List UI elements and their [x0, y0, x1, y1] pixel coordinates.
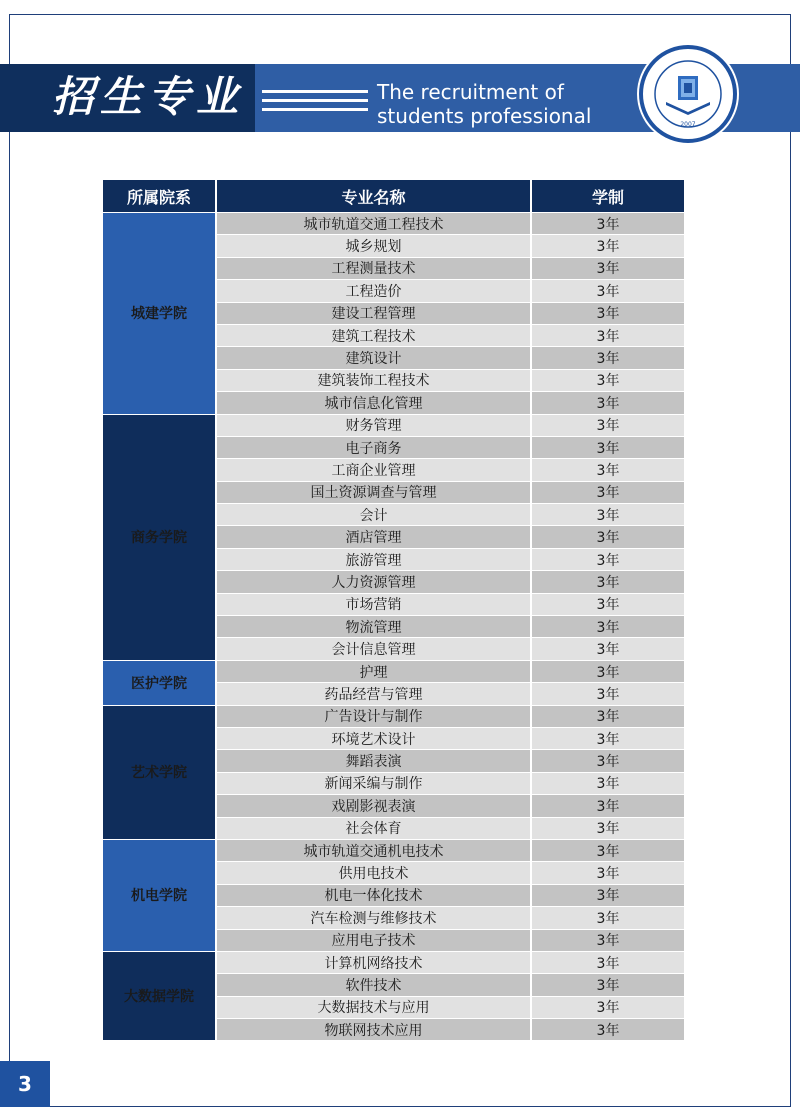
dept-cell: 机电学院: [103, 840, 215, 951]
page-title-en: [377, 80, 591, 128]
major-name-cell: 城乡规划: [217, 235, 530, 256]
major-name-cell: 广告设计与制作: [217, 706, 530, 727]
major-years-cell: 3年: [532, 325, 684, 346]
major-years-cell: 3年: [532, 258, 684, 279]
major-years-cell: 3年: [532, 392, 684, 413]
page-title-cn: 招生专业: [52, 72, 245, 121]
page-number: 3: [0, 1061, 50, 1107]
major-name-cell: 社会体育: [217, 818, 530, 839]
major-years-cell: 3年: [532, 795, 684, 816]
major-name-cell: 建筑工程技术: [217, 325, 530, 346]
major-name-cell: 工程造价: [217, 280, 530, 301]
title-en-line2: students professional: [377, 104, 592, 128]
major-years-cell: 3年: [532, 482, 684, 503]
major-years-cell: 3年: [532, 728, 684, 749]
major-name-cell: 市场营销: [217, 594, 530, 615]
major-name-cell: 新闻采编与制作: [217, 773, 530, 794]
major-name-cell: 会计: [217, 504, 530, 525]
dept-cell: 大数据学院: [103, 952, 215, 1041]
major-years-cell: 3年: [532, 930, 684, 951]
major-name-cell: 酒店管理: [217, 526, 530, 547]
major-years-cell: 3年: [532, 280, 684, 301]
major-name-cell: 计算机网络技术: [217, 952, 530, 973]
major-name-cell: 建筑装饰工程技术: [217, 370, 530, 391]
major-name-cell: 汽车检测与维修技术: [217, 907, 530, 928]
major-years-cell: 3年: [532, 997, 684, 1018]
college-logo: [636, 42, 740, 146]
major-name-cell: 舞蹈表演: [217, 750, 530, 771]
major-years-cell: 3年: [532, 370, 684, 391]
major-name-cell: 大数据技术与应用: [217, 997, 530, 1018]
major-years-cell: 3年: [532, 952, 684, 973]
major-name-cell: 物流管理: [217, 616, 530, 637]
major-years-cell: 3年: [532, 437, 684, 458]
major-years-cell: 3年: [532, 638, 684, 659]
major-years-cell: 3年: [532, 750, 684, 771]
major-name-cell: 机电一体化技术: [217, 885, 530, 906]
major-name-cell: 建筑设计: [217, 347, 530, 368]
major-years-cell: 3年: [532, 683, 684, 704]
table-row: [103, 840, 684, 861]
major-years-cell: 3年: [532, 571, 684, 592]
major-name-cell: 旅游管理: [217, 549, 530, 570]
major-name-cell: 建设工程管理: [217, 303, 530, 324]
table-row: [103, 213, 684, 234]
major-years-cell: 3年: [532, 504, 684, 525]
major-years-cell: 3年: [532, 974, 684, 995]
major-name-cell: 供用电技术: [217, 862, 530, 883]
major-years-cell: 3年: [532, 773, 684, 794]
major-years-cell: 3年: [532, 840, 684, 861]
major-name-cell: 物联网技术应用: [217, 1019, 530, 1040]
major-years-cell: 3年: [532, 706, 684, 727]
major-years-cell: 3年: [532, 661, 684, 682]
dept-cell: 城建学院: [103, 213, 215, 414]
title-en-line1: The recruitment of: [377, 80, 564, 104]
major-name-cell: 会计信息管理: [217, 638, 530, 659]
major-name-cell: 城市轨道交通机电技术: [217, 840, 530, 861]
major-years-cell: 3年: [532, 235, 684, 256]
major-name-cell: 人力资源管理: [217, 571, 530, 592]
major-name-cell: 药品经营与管理: [217, 683, 530, 704]
dept-cell: 商务学院: [103, 415, 215, 660]
dept-cell: 艺术学院: [103, 706, 215, 839]
majors-table: [101, 179, 686, 1041]
major-name-cell: 工商企业管理: [217, 459, 530, 480]
table-header-row: [103, 180, 684, 212]
major-years-cell: 3年: [532, 1019, 684, 1040]
major-years-cell: 3年: [532, 347, 684, 368]
major-years-cell: 3年: [532, 459, 684, 480]
major-years-cell: 3年: [532, 907, 684, 928]
major-years-cell: 3年: [532, 549, 684, 570]
major-years-cell: 3年: [532, 818, 684, 839]
major-name-cell: 戏剧影视表演: [217, 795, 530, 816]
logo-year: 2007: [680, 121, 696, 128]
table-row: [103, 415, 684, 436]
major-name-cell: 城市轨道交通工程技术: [217, 213, 530, 234]
major-years-cell: 3年: [532, 303, 684, 324]
header-stripes: [262, 90, 368, 117]
col-header-major: 专业名称: [217, 180, 530, 212]
dept-cell: 医护学院: [103, 661, 215, 705]
col-header-years: 学制: [532, 180, 684, 212]
major-years-cell: 3年: [532, 616, 684, 637]
major-name-cell: 软件技术: [217, 974, 530, 995]
major-name-cell: 环境艺术设计: [217, 728, 530, 749]
major-years-cell: 3年: [532, 885, 684, 906]
major-name-cell: 护理: [217, 661, 530, 682]
major-name-cell: 城市信息化管理: [217, 392, 530, 413]
col-header-dept: 所属院系: [103, 180, 215, 212]
table-row: [103, 952, 684, 973]
major-years-cell: 3年: [532, 594, 684, 615]
major-name-cell: 应用电子技术: [217, 930, 530, 951]
major-name-cell: 财务管理: [217, 415, 530, 436]
major-name-cell: 国土资源调查与管理: [217, 482, 530, 503]
major-name-cell: 电子商务: [217, 437, 530, 458]
major-years-cell: 3年: [532, 526, 684, 547]
major-years-cell: 3年: [532, 862, 684, 883]
major-years-cell: 3年: [532, 213, 684, 234]
major-name-cell: 工程测量技术: [217, 258, 530, 279]
table-row: [103, 661, 684, 682]
table-row: [103, 706, 684, 727]
major-years-cell: 3年: [532, 415, 684, 436]
